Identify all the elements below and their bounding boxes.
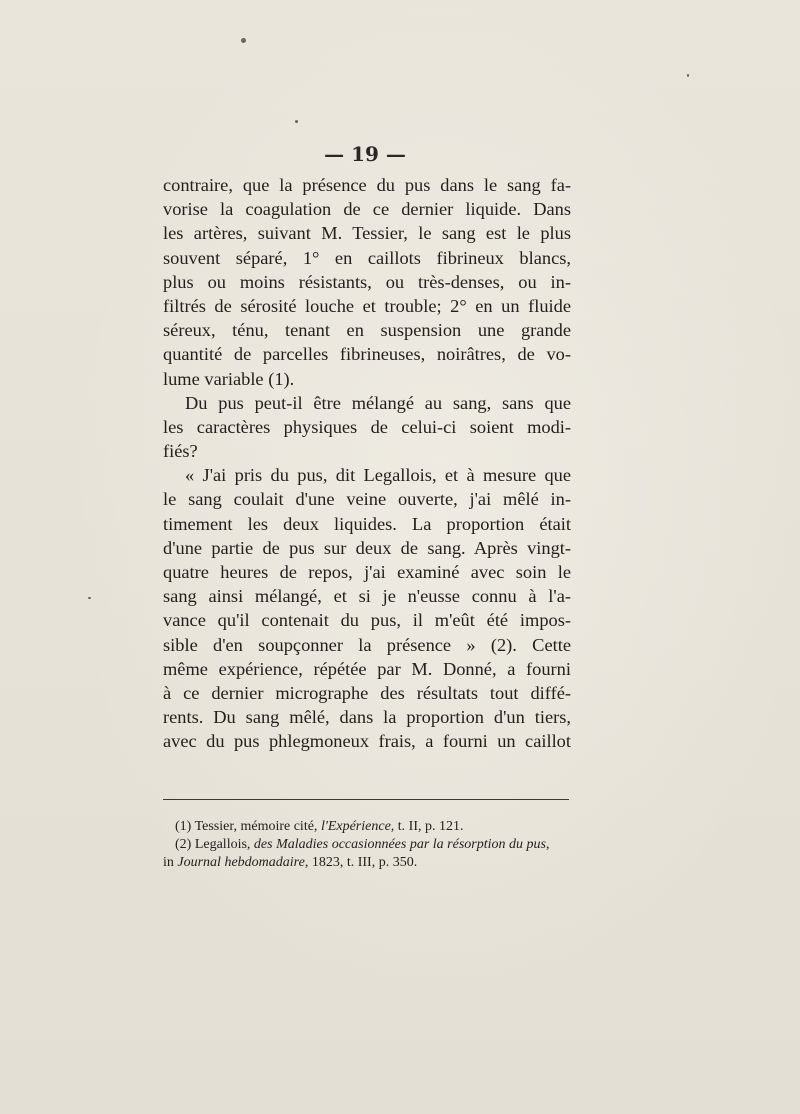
ink-spot — [88, 597, 91, 599]
ink-spot — [241, 38, 246, 43]
footnote-text: (1) Tessier, mémoire cité, — [175, 819, 321, 834]
text-line: vance qu'il contenait du pus, il m'eût été impos- — [163, 610, 571, 631]
footnote-2-continued — [163, 854, 571, 872]
text-line: Du pus peut-il être mélangé au sang, sans que — [185, 392, 571, 413]
footnote-journal: Journal hebdomadaire — [177, 855, 305, 870]
text-line: avec du pus phlegmoneux frais, a fourni un caillot — [163, 731, 571, 752]
footnote-text: , — [545, 837, 550, 852]
text-line: sang ainsi mélangé, et si je n'eusse connu à l'a- — [163, 586, 571, 607]
footnote-1 — [163, 818, 571, 836]
text-line: même expérience, répétée par M. Donné, a fourni — [163, 658, 571, 679]
text-line: timement les deux liquides. La proportion était — [163, 513, 571, 534]
text-line: les caractères physiques de celui-ci soient modi- — [163, 416, 571, 437]
body-text — [163, 173, 571, 754]
ink-spot — [687, 74, 689, 77]
footnote-text: , 1823, t. III, p. 350. — [304, 855, 418, 870]
text-line: séreux, ténu, tenant en suspension une grande — [163, 320, 571, 341]
text-line: rents. Du sang mêlé, dans la proportion d'un tiers, — [163, 707, 571, 728]
text-line: lume variable (1). — [163, 368, 295, 389]
text-line: d'une partie de pus sur deux de sang. Après vingt- — [163, 537, 571, 558]
footnote-2 — [163, 836, 571, 854]
text-line: le sang coulait d'une veine ouverte, j'ai mêlé in- — [163, 489, 571, 510]
text-line: quatre heures de repos, j'ai examiné avec soin le — [163, 562, 571, 582]
footnote-text: , t. II, p. 121. — [390, 819, 464, 834]
footnote-text: in — [163, 855, 178, 870]
text-line: sible d'en soupçonner la présence » (2). Cette — [163, 634, 571, 655]
footnote-text: (2) Legallois, — [175, 837, 254, 852]
ink-spot — [295, 120, 298, 123]
text-line: fiés? — [163, 441, 198, 462]
footnotes — [163, 818, 571, 872]
text-line: filtrés de sérosité louche et trouble; 2° en un fluide — [163, 295, 571, 316]
text-line: plus ou moins résistants, ou très-denses, ou in- — [163, 271, 571, 292]
footnote-title: des Maladies occasionnées par la résorption du pus — [253, 837, 546, 852]
text-line: quantité de parcelles fibrineuses, noirâtres, de vo- — [163, 344, 571, 365]
text-line: vorise la coagulation de ce dernier liquide. Dans — [163, 199, 571, 220]
text-line: souvent séparé, 1° en caillots fibrineux blancs, — [163, 247, 571, 268]
text-line: « J'ai pris du pus, dit Legallois, et à mesure que — [185, 465, 571, 486]
page-number: — 19 — — [324, 142, 406, 166]
footnote-rule — [163, 799, 569, 800]
text-line: à ce dernier micrographe des résultats tout diffé- — [163, 682, 571, 703]
text-line: contraire, que la présence du pus dans le sang fa- — [163, 175, 571, 195]
text-line: les artères, suivant M. Tessier, le sang est le plus — [163, 223, 571, 244]
footnote-title: l'Expérience — [320, 819, 391, 834]
